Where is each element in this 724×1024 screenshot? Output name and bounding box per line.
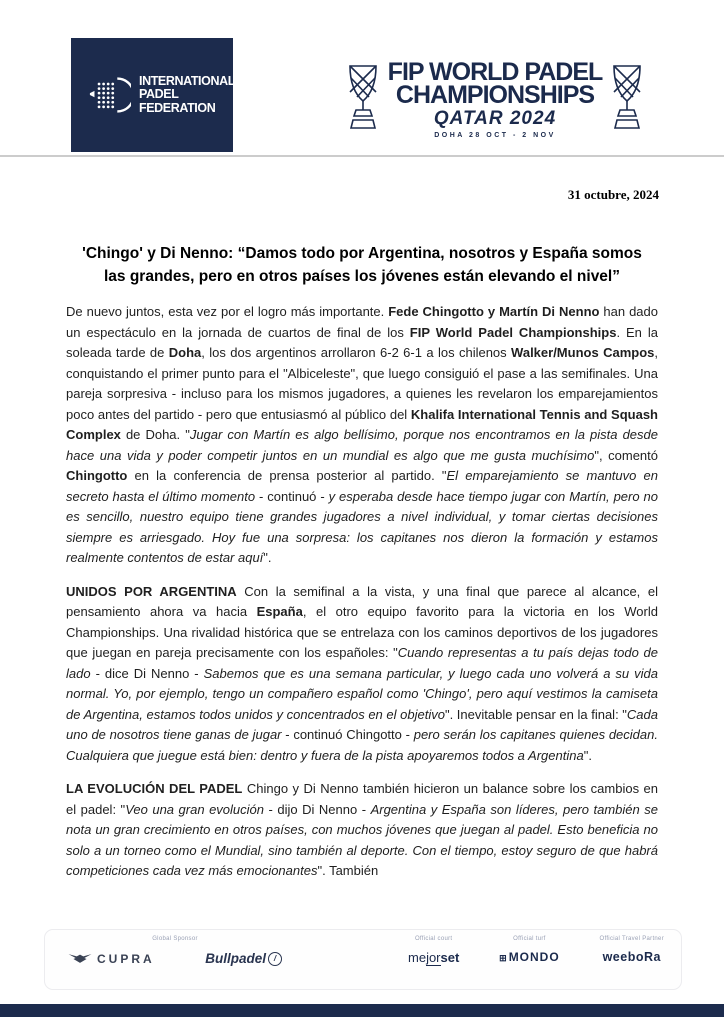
global-sponsor-label: Global Sponsor [152, 936, 198, 942]
weebora-logo: weeboRa [602, 950, 661, 964]
fip-championships-logo [346, 58, 644, 142]
article-body [66, 302, 658, 895]
trophy-icon-right [610, 58, 644, 142]
paragraph-evolucion-del-padel: LA EVOLUCIÓN DEL PADEL Chingo y Di Nenno también hicieron un balance sobre los cambios en el padel: "Veo una gran evolución - dijo Di Nenno - Argentina y España son líderes, pero también se nota un gran crecimiento en otros países, con muchos jóvenes que juegan al padel. Esto beneficia no solo a un torneo como el Mundial, sino también al deporte. Con el tiempo, estoy seguro de que habrá competiciones cada vez más emocionantes". También [66, 781, 659, 878]
fip-title-line1: FIP WORLD PADEL [387, 58, 603, 86]
global-sponsor-group [68, 936, 282, 966]
ipf-logo-line2: PADEL [139, 87, 179, 102]
mondo-grid-icon: ⊞ [499, 953, 508, 963]
official-travel-partner-column [600, 936, 664, 965]
mejorset-logo: mejorset [408, 950, 460, 965]
article-title-line1: 'Chingo' y Di Nenno: “Damos todo por Argentina, nosotros y España somos [82, 245, 642, 262]
bullpadel-wordmark: Bullpadel [205, 951, 266, 966]
article-title-line2: las grandes, pero en otros países los jóvenes están elevando el nivel” [103, 267, 620, 285]
mondo-logo: ⊞MONDO [499, 950, 560, 964]
header-divider [0, 155, 724, 157]
cupra-logo [68, 952, 155, 966]
ipf-logo [71, 38, 233, 152]
fip-subtitle: QATAR 2024 [433, 108, 557, 129]
bullpadel-logo [205, 951, 282, 966]
official-court-column [408, 936, 459, 965]
cupra-bull-icon [68, 953, 92, 964]
article-title [55, 243, 669, 288]
ipf-ball-icon [89, 74, 131, 116]
ipf-logo-line3: FEDERATION [139, 100, 216, 115]
footer-brand-bar [0, 1004, 724, 1017]
official-court-label: Official court [414, 936, 453, 942]
paragraph-unidos-por-argentina: UNIDOS POR ARGENTINA Con la semifinal a la vista, y una final que parece al alcance, el pensamiento ahora va hacia España, el otro equipo favorito para la victoria en los World Championships. Una rivalidad histórica que se entrelaza con los caminos deportivos de los jugadores que juegan en pareja precisamente con los españoles: "Cuando representas a tu país dejas todo de lado - dice Di Nenno - Sabemos que es una semana particular, y luego cada uno volverá a su vida normal. Yo, por ejemplo, tengo un compañero español como 'Chingo', pero aquí vestimos la camiseta de Argentina, estamos todos unidos y concentrados en el objetivo". Inevitable pensar en la final: "Cada uno de nosotros tiene ganas de jugar - continuó Chingotto - pero serán los capitanes quienes decidan. Cualquiera que juegue está bien: dentro y fuera de la pista apoyaremos todos a Argentina". [66, 583, 659, 763]
fip-title-line2: CHAMPIONSHIPS [395, 81, 595, 109]
paragraph-intro: De nuevo juntos, esta vez por el logro más importante. Fede Chingotto y Martín Di Nenno han dado un espectáculo en la jornada de cuartos de final de los FIP World Padel Championships. En la soleada tarde de Doha, los dos argentinos arrollaron 6-2 6-1 a los chilenos Walker/Munos Campos, conquistando el primer punto para el "Albiceleste", que luego consiguió el pase a las semifinales. Una pareja sorpresiva - incluso para los mismos jugadores, a quienes les revelaron los emparejamientos poco antes del partido - pero que entusiasmó al público del Khalifa International Tennis and Squash Complex de Doha. "Jugar con Martín es algo bellísimo, porque nos encontramos en la pista desde hace una vida y poder competir juntos en un mundial es algo que me gusta muchísimo", comentó Chingotto en la conferencia de prensa posterior al partido. "El emparejamiento se mantuvo en secreto hasta el último momento - continuó - y esperaba desde hace tiempo jugar con Martín, pero no es sencillo, nuestro equipo tiene grandes jugadores a nivel individual, y tomar ciertas decisiones siempre es arriesgado. Hoy fue una sorpresa: los capitanes nos dieron la formación y estamos realmente contentos de estar aquí". [66, 304, 659, 565]
official-turf-label: Official turf [513, 936, 546, 942]
fip-dates: DOHA 28 OCT - 2 NOV [434, 132, 556, 139]
cupra-wordmark: CUPRA [97, 951, 155, 966]
official-travel-partner-label: Official Travel Partner [599, 936, 664, 942]
bullpadel-ball-icon: / [268, 952, 282, 966]
document-date: 31 octubre, 2024 [567, 187, 659, 202]
trophy-icon-left [346, 58, 380, 142]
ipf-logo-line1: INTERNATIONAL [139, 73, 235, 88]
official-turf-column [499, 936, 560, 965]
official-partners-group [408, 936, 664, 965]
